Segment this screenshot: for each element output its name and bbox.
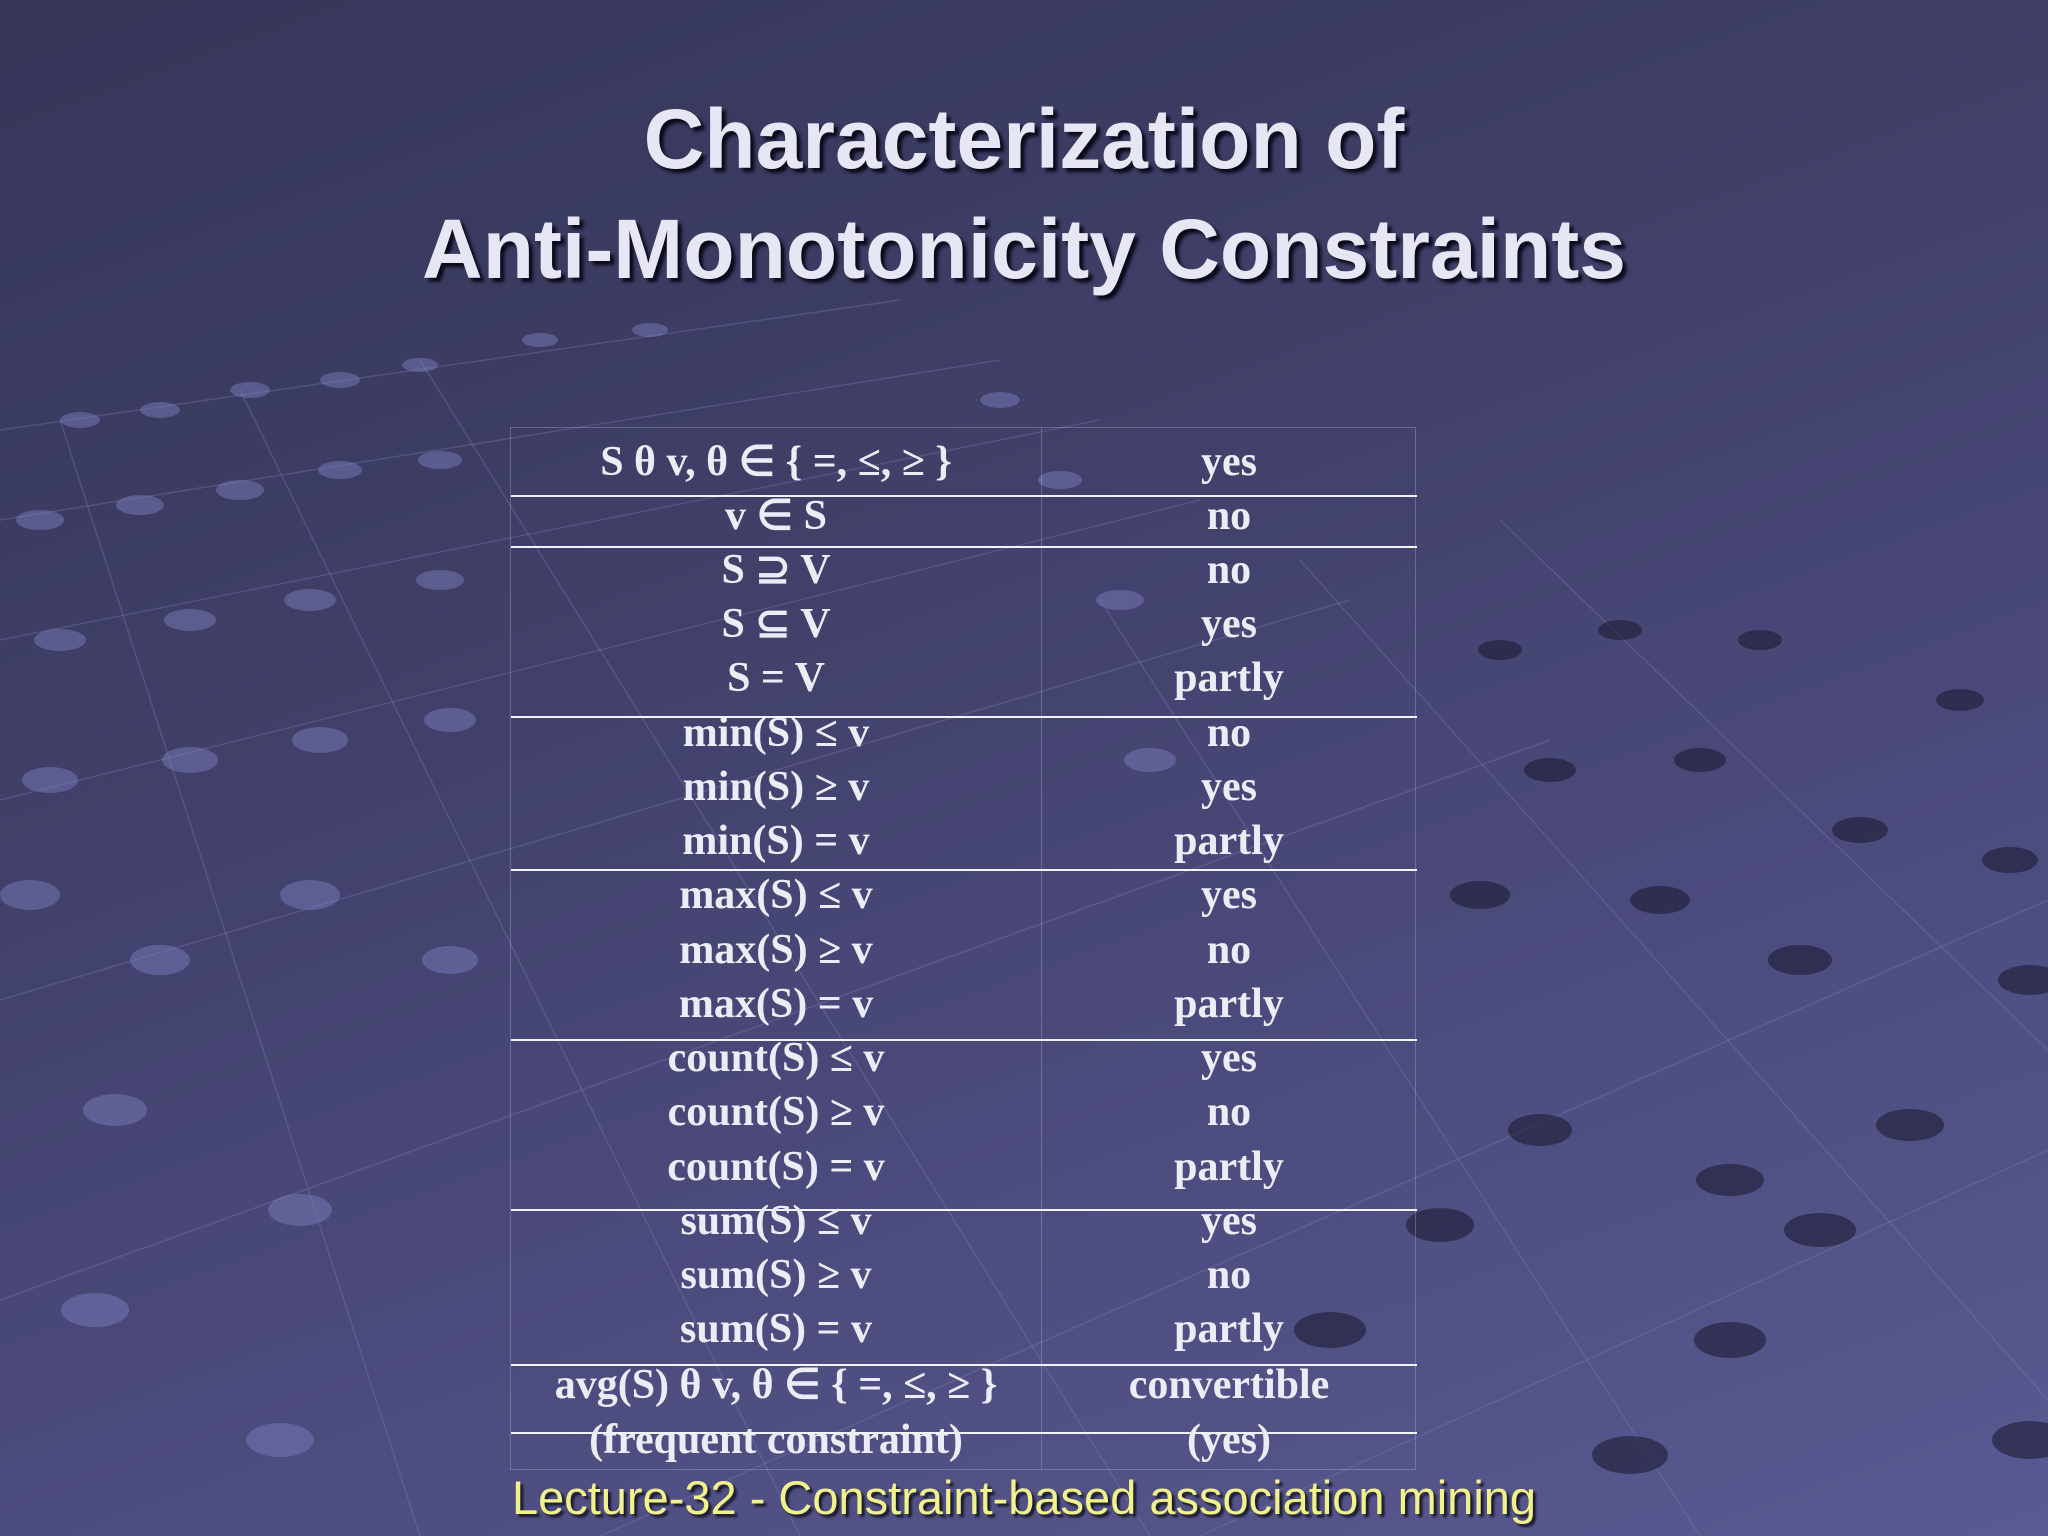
anti-monotone-cell: no bbox=[1206, 1252, 1252, 1298]
anti-monotone-cell: (yes) bbox=[1187, 1417, 1271, 1463]
anti-monotone-cell: no bbox=[1206, 1089, 1252, 1135]
table-row bbox=[511, 1248, 1417, 1302]
slide-title bbox=[0, 84, 2048, 304]
constraint-cell: S = V bbox=[727, 655, 825, 701]
constraint-cell: S θ v, θ ∈ { =, ≤, ≥ } bbox=[600, 439, 952, 485]
anti-monotone-cell: partly bbox=[1174, 1306, 1284, 1352]
constraint-cell: count(S) = v bbox=[667, 1144, 885, 1190]
anti-monotone-cell: no bbox=[1206, 493, 1252, 539]
anti-monotone-cell: yes bbox=[1201, 439, 1257, 485]
constraint-cell: v ∈ S bbox=[725, 493, 827, 539]
anti-monotone-cell: partly bbox=[1174, 655, 1284, 701]
constraint-cell: avg(S) θ v, θ ∈ { =, ≤, ≥ } bbox=[554, 1362, 998, 1408]
table-row bbox=[511, 489, 1417, 543]
anti-monotone-cell: no bbox=[1206, 547, 1252, 593]
table-row bbox=[511, 923, 1417, 977]
anti-monotone-cell: partly bbox=[1174, 1144, 1284, 1190]
table-row bbox=[511, 1358, 1417, 1412]
constraints-table bbox=[510, 427, 1416, 1470]
table-row bbox=[511, 1302, 1417, 1356]
slide-footer: Lecture-32 - Constraint-based association mining bbox=[511, 1471, 1537, 1524]
table-row bbox=[511, 651, 1417, 705]
anti-monotone-cell: yes bbox=[1201, 1198, 1257, 1244]
anti-monotone-cell: yes bbox=[1201, 601, 1257, 647]
anti-monotone-cell: no bbox=[1206, 927, 1252, 973]
table-row bbox=[511, 543, 1417, 597]
anti-monotone-cell: yes bbox=[1201, 764, 1257, 810]
table-row bbox=[511, 977, 1417, 1031]
slide-title-line-1: Characterization of bbox=[643, 92, 1405, 186]
table-row bbox=[511, 1413, 1417, 1467]
constraint-cell: S ⊆ V bbox=[721, 601, 831, 647]
table-row bbox=[511, 1031, 1417, 1085]
table-row bbox=[511, 435, 1417, 489]
constraint-cell: count(S) ≥ v bbox=[667, 1089, 885, 1135]
constraint-cell: min(S) = v bbox=[682, 818, 870, 864]
constraint-cell: sum(S) = v bbox=[680, 1306, 872, 1352]
anti-monotone-cell: yes bbox=[1201, 1035, 1257, 1081]
anti-monotone-cell: partly bbox=[1174, 981, 1284, 1027]
constraint-cell: max(S) = v bbox=[678, 981, 874, 1027]
table-row bbox=[511, 760, 1417, 814]
constraint-cell: sum(S) ≤ v bbox=[680, 1198, 872, 1244]
constraint-cell: (frequent constraint) bbox=[589, 1417, 963, 1463]
anti-monotone-cell: convertible bbox=[1128, 1362, 1330, 1408]
anti-monotone-cell: yes bbox=[1201, 872, 1257, 918]
table-row bbox=[511, 1194, 1417, 1248]
table-row bbox=[511, 1140, 1417, 1194]
constraint-cell: sum(S) ≥ v bbox=[680, 1252, 872, 1298]
table-row bbox=[511, 597, 1417, 651]
constraint-cell: max(S) ≤ v bbox=[679, 872, 873, 918]
constraint-cell: min(S) ≥ v bbox=[682, 764, 870, 810]
constraint-cell: count(S) ≤ v bbox=[667, 1035, 885, 1081]
constraint-cell: S ⊇ V bbox=[721, 547, 831, 593]
table-row bbox=[511, 814, 1417, 868]
table-row bbox=[511, 706, 1417, 760]
slide-title-line-2: Anti-Monotonicity Constraints bbox=[422, 202, 1626, 296]
anti-monotone-cell: no bbox=[1206, 710, 1252, 756]
table-row bbox=[511, 868, 1417, 922]
table-row bbox=[511, 1085, 1417, 1139]
constraint-cell: max(S) ≥ v bbox=[679, 927, 873, 973]
anti-monotone-cell: partly bbox=[1174, 818, 1284, 864]
constraint-cell: min(S) ≤ v bbox=[682, 710, 870, 756]
